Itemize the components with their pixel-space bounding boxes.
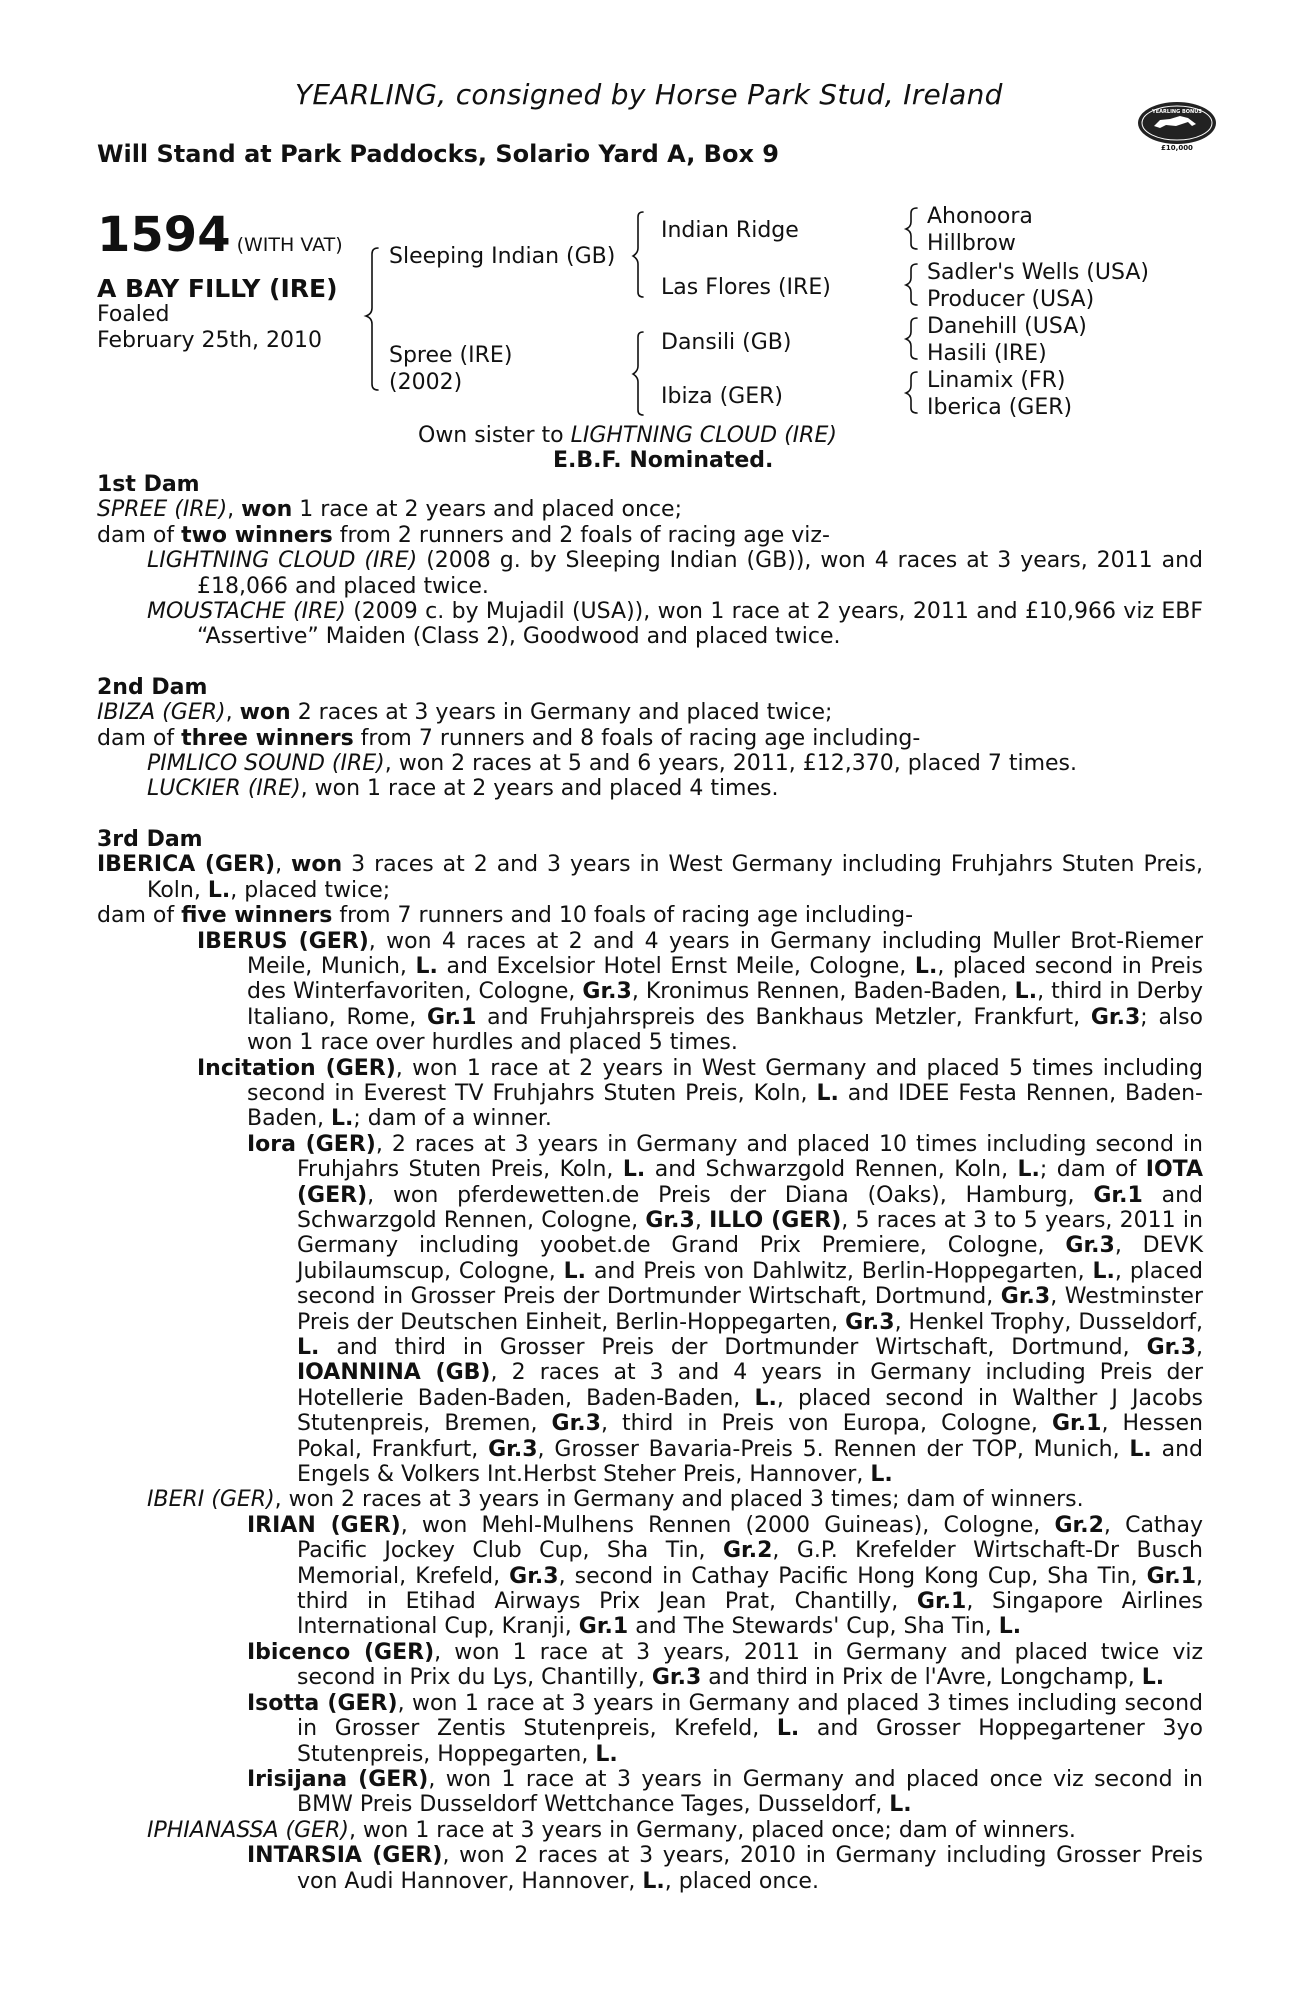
third-dam-produce: INTARSIA (GER), won 2 races at 3 years, 2010 in Germany including Grosser Preis von Audi Hannover, Hannover, L., placed once. [247, 1843, 1204, 1894]
third-dam-produce: Isotta (GER), won 1 race at 3 years in Germany and placed 3 times including second in Grosser Zentis Stutenpreis, Krefeld, L. and Grosser Hoppegartener 3yo Stutenpreis, Hoppegarten, L. [247, 1690, 1203, 1767]
ped-g3-5: Danehill (USA) [927, 314, 1087, 339]
ebf-nominated: E.B.F. Nominated. [553, 448, 774, 473]
sister-name: LIGHTNING CLOUD (IRE) [570, 423, 837, 448]
page-title: YEARLING, consigned by Horse Park Stud, Ireland [295, 78, 1003, 111]
ped-g3-4: Producer (USA) [927, 287, 1095, 312]
bracket-g3-1 [906, 208, 917, 249]
ped-dam-dam: Ibiza (GER) [661, 384, 783, 409]
ped-g3-6: Hasili (IRE) [927, 341, 1047, 366]
ped-g3-7: Linamix (FR) [927, 368, 1066, 393]
sister-prefix: Own sister to [418, 423, 564, 448]
ped-dam: Spree (IRE) [389, 343, 513, 368]
bracket-parents [366, 248, 378, 390]
ped-dam-year: (2002) [389, 370, 463, 395]
ped-g3-2: Hillbrow [927, 231, 1016, 256]
stand-location: Will Stand at Park Paddocks, Solario Yard A, Box 9 [97, 140, 779, 168]
horse-description: A BAY FILLY (IRE) [97, 274, 338, 303]
second-dam-line: dam of three winners from 7 runners and 8 foals of racing age including- [97, 725, 921, 751]
ped-sire-dam: Las Flores (IRE) [661, 275, 831, 300]
third-dam-produce: IBERI (GER), won 2 races at 3 years in Germany and placed 3 times; dam of winners. [147, 1487, 1084, 1513]
first-dam-line: SPREE (IRE), won 1 race at 2 years and placed once; [97, 497, 683, 523]
first-dam-line: dam of two winners from 2 runners and 2 foals of racing age viz- [97, 522, 830, 548]
bracket-g3-4 [906, 372, 917, 413]
third-dam-produce: Incitation (GER), won 1 race at 2 years in West Germany and placed 5 times including second in Everest TV Fruhjahrs Stuten Preis, Koln, L. and IDEE Festa Rennen, Baden-Baden, L.; dam of a winner. [197, 1055, 1203, 1132]
sister-note [418, 423, 837, 448]
yearling-bonus-badge [1136, 98, 1218, 154]
third-dam-produce: Irisijana (GER), won 1 race at 3 years in Germany and placed once viz second in BMW Preis Dusseldorf Wettchance Tages, Dusseldorf, L. [247, 1766, 1203, 1818]
badge-text: YEARLING BONUS [1152, 109, 1202, 115]
lot-number: 1594 [97, 207, 231, 263]
produce-record [97, 472, 1203, 1894]
first-dam-produce: LIGHTNING CLOUD (IRE) (2008 g. by Sleeping Indian (GB)), won 4 races at 3 years, 2011 and £18,066 and placed twice. [147, 548, 1203, 599]
second-dam-produce: PIMLICO SOUND (IRE), won 2 races at 5 and 6 years, 2011, £12,370, placed 7 times. [147, 751, 1077, 777]
bracket-g3-2 [906, 264, 917, 305]
third-dam-line: IBERICA (GER), won 3 races at 2 and 3 years in West Germany including Fruhjahrs Stuten Preis, Koln, L., placed twice; [97, 852, 1204, 903]
foaled-date: February 25th, 2010 [97, 328, 323, 353]
ped-g3-1: Ahonoora [927, 204, 1033, 229]
third-dam-produce: Iora (GER), 2 races at 3 years in Germany and placed 10 times including second in Fruhjahrs Stuten Preis, Koln, L. and Schwarzgold Rennen, Koln, L.; dam of IOTA (GER), won pferdewetten.de Preis der Diana (Oaks), Hamburg, Gr.1 and Schwarzgold Rennen, Cologne, Gr.3, ILLO (GER), 5 races at 3 to 5 years, 2011 in Germany including yoobet.de Grand Prix Premiere, Cologne, Gr.3, DEVK Jubilaumscup, Cologne, L. and Preis von Dahlwitz, Berlin-Hoppegarten, L., placed second in Grosser Preis der Dortmunder Wirtschaft, Dortmund, Gr.3, Westminster Preis der Deutschen Einheit, Berlin-Hoppegarten, Gr.3, Henkel Trophy, Dusseldorf, L. and third in Grosser Preis der Dortmunder Wirtschaft, Dortmund, Gr.3, IOANNINA (GB), 2 races at 3 and 4 years in Germany including Preis der Hotellerie Baden-Baden, Baden-Baden, L., placed second in Walther J Jacobs Stutenpreis, Bremen, Gr.3, third in Preis von Europa, Cologne, Gr.1, Hessen Pokal, Frankfurt, Gr.3, Grosser Bavaria-Preis 5. Rennen der TOP, Munich, L. and Engels & Volkers Int.Herbst Steher Preis, Hannover, L. [247, 1131, 1204, 1488]
lot-header [97, 207, 343, 263]
second-dam-line: IBIZA (GER), won 2 races at 3 years in Germany and placed twice; [97, 700, 833, 726]
bracket-sire [633, 212, 643, 297]
third-dam-line: dam of five winners from 7 runners and 10 foals of racing age including- [97, 903, 914, 929]
ped-sire: Sleeping Indian (GB) [389, 244, 616, 269]
bracket-g3-3 [906, 318, 917, 359]
third-dam-produce: Ibicenco (GER), won 1 race at 3 years, 2011 in Germany and placed twice viz second in Prix du Lys, Chantilly, Gr.3 and third in Prix de l'Avre, Longchamp, L. [247, 1639, 1203, 1691]
second-dam-heading: 2nd Dam [97, 674, 208, 700]
foaled-label: Foaled [97, 302, 170, 327]
ped-dam-sire: Dansili (GB) [661, 330, 792, 355]
third-dam-produce: IRIAN (GER), won Mehl-Mulhens Rennen (2000 Guineas), Cologne, Gr.2, Cathay Pacific Jockey Club Cup, Sha Tin, Gr.2, G.P. Krefelder Wirtschaft-Dr Busch Memorial, Krefeld, Gr.3, second in Cathay Pacific Hong Kong Cup, Sha Tin, Gr.1, third in Etihad Airways Prix Jean Prat, Chantilly, Gr.1, Singapore Airlines International Cup, Kranji, Gr.1 and The Stewards' Cup, Sha Tin, L. [247, 1512, 1204, 1640]
second-dam-produce: LUCKIER (IRE), won 1 race at 2 years and placed 4 times. [147, 776, 779, 802]
ped-g3-8: Iberica (GER) [927, 395, 1073, 420]
ped-sire-sire: Indian Ridge [661, 218, 799, 243]
third-dam-produce: IPHIANASSA (GER), won 1 race at 3 years in Germany, placed once; dam of winners. [147, 1817, 1076, 1843]
first-dam-heading: 1st Dam [97, 472, 200, 497]
third-dam-produce: IBERUS (GER), won 4 races at 2 and 4 years in Germany including Muller Brot-Riemer Meile, Munich, L. and Excelsior Hotel Ernst Meile, Cologne, L., placed second in Preis des Winterfavoriten, Cologne, Gr.3, Kronimus Rennen, Baden-Baden, L., third in Derby Italiano, Rome, Gr.1 and Fruhjahrspreis des Bankhaus Metzler, Frankfurt, Gr.3; also won 1 race over hurdles and placed 5 times. [197, 928, 1204, 1056]
bracket-dam [633, 332, 643, 415]
first-dam-produce: MOUSTACHE (IRE) (2009 c. by Mujadil (USA)), won 1 race at 2 years, 2011 and £10,966 viz EBF “Assertive” Maiden (Class 2), Goodwood and placed twice. [147, 599, 1203, 650]
badge-amount: £10,000 [1161, 144, 1193, 152]
lot-vat: (WITH VAT) [236, 234, 343, 256]
ped-g3-3: Sadler's Wells (USA) [927, 260, 1149, 285]
third-dam-heading: 3rd Dam [97, 826, 203, 852]
